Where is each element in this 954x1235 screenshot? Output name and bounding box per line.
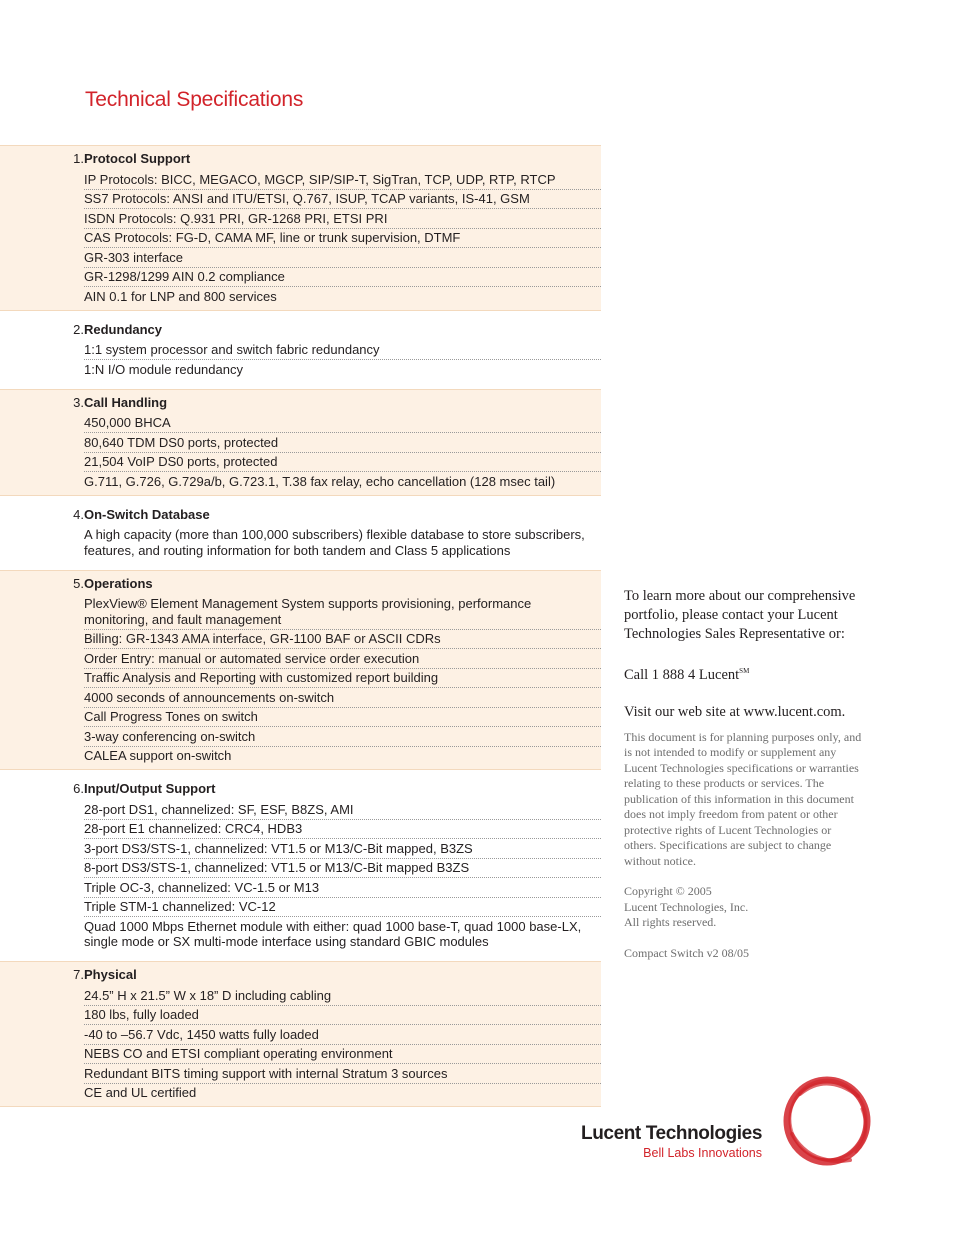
spec-section (0, 317, 601, 383)
spec-item: Redundant BITS timing support with internal Stratum 3 sources (84, 1064, 601, 1084)
lucent-logo-text (549, 1123, 762, 1161)
spec-item: 3-way conferencing on-switch (84, 727, 601, 747)
spec-item: ISDN Protocols: Q.931 PRI, GR-1268 PRI, ETSI PRI (84, 209, 601, 229)
spec-item: 180 lbs, fully loaded (84, 1006, 601, 1026)
spec-item: PlexView® Element Management System supports provisioning, performance monitoring, and fault management (84, 595, 601, 630)
spec-item: 1:1 system processor and switch fabric redundancy (84, 341, 601, 361)
spec-item: Quad 1000 Mbps Ethernet module with either: quad 1000 base-T, quad 1000 base-LX, single mode or SX multi-mode interface using standard GBIC modules (84, 918, 582, 949)
copyright-company: Lucent Technologies, Inc. (624, 899, 749, 914)
spec-item: 80,640 TDM DS0 ports, protected (84, 433, 601, 453)
section-number: 4. (73, 506, 84, 522)
lucent-ring-logo-icon (780, 1074, 876, 1170)
section-items (84, 341, 601, 379)
spec-section (0, 570, 601, 771)
spec-item: Triple OC-3, channelized: VC-1.5 or M13 (84, 878, 601, 898)
section-title: On-Switch Database (84, 506, 210, 522)
spec-item: Traffic Analysis and Reporting with customized report building (84, 669, 601, 689)
section-title: Protocol Support (84, 151, 191, 166)
spec-item: 21,504 VoIP DS0 ports, protected (84, 453, 601, 473)
section-items (84, 170, 601, 306)
spec-item: 1:N I/O module redundancy (84, 361, 243, 377)
spec-item: 3-port DS3/STS-1, channelized: VT1.5 or M13/C-Bit mapped, B3ZS (84, 839, 601, 859)
logo-tagline: Bell Labs Innovations (643, 1146, 762, 1160)
spec-item: Order Entry: manual or automated service order execution (84, 649, 601, 669)
section-title: Call Handling (84, 394, 168, 410)
spec-section (0, 389, 601, 496)
section-number: 6. (73, 781, 84, 796)
spec-item: 28-port DS1, channelized: SF, ESF, B8ZS, AMI (84, 800, 601, 820)
spec-section (0, 776, 601, 955)
spec-item: -40 to –56.7 Vdc, 1450 watts fully loaded (84, 1025, 601, 1045)
spec-item: 450,000 BHCA (84, 414, 601, 434)
section-number: 2. (73, 321, 84, 337)
section-title: Physical (84, 967, 137, 982)
spec-item: 4000 seconds of announcements on-switch (84, 688, 601, 708)
spec-item: CE and UL certified (84, 1085, 197, 1100)
spec-item: 24.5” H x 21.5” W x 18” D including cabling (84, 986, 601, 1006)
document-id: Compact Switch v2 08/05 (624, 945, 749, 960)
section-title: Operations (84, 575, 153, 591)
disclaimer-text: This document is for planning purposes only, and is not intended to modify or supplement any Lucent Technologies specifications or warranties relating to these products or services. The publication of this information in this document does not imply freedom from patent or other protective rights of Lucent Technologies or others. Specifications are subject to change without notice. (624, 729, 862, 868)
contact-phone (624, 662, 864, 685)
contact-sidebar (624, 587, 864, 976)
section-header (0, 781, 601, 800)
section-header (0, 151, 601, 170)
spec-list (0, 145, 601, 1107)
logo-company-name: Lucent Technologies (580, 1123, 762, 1144)
spec-item: IP Protocols: BICC, MEGACO, MGCP, SIP/SIP-T, SigTran, TCP, UDP, RTP, RTCP (84, 170, 601, 190)
copyright-block (624, 884, 864, 931)
section-number: 5. (73, 575, 84, 591)
phone-text: Call 1 888 4 Lucent (624, 666, 740, 683)
section-title: Redundancy (84, 321, 163, 337)
section-number: 3. (73, 394, 84, 410)
section-header (0, 507, 601, 526)
section-header (0, 322, 601, 341)
spec-item: 8-port DS3/STS-1, channelized: VT1.5 or M13/C-Bit mapped B3ZS (84, 859, 601, 879)
spec-item: AIN 0.1 for LNP and 800 services (84, 288, 277, 304)
spec-item: NEBS CO and ETSI compliant operating environment (84, 1045, 601, 1065)
section-header (0, 395, 601, 414)
contact-intro: To learn more about our comprehensive portfolio, please contact your Lucent Technologies Sales Representative or: (624, 588, 856, 642)
spec-item: Call Progress Tones on switch (84, 708, 601, 728)
spec-item: SS7 Protocols: ANSI and ITU/ETSI, Q.767, ISUP, TCAP variants, IS-41, GSM (84, 190, 601, 210)
spec-item: Triple STM-1 channelized: VC-12 (84, 898, 601, 918)
spec-section (0, 961, 601, 1107)
service-mark: SM (739, 667, 750, 675)
spec-item: Billing: GR-1343 AMA interface, GR-1100 BAF or ASCII CDRs (84, 630, 601, 650)
section-items (84, 526, 601, 560)
section-number: 7. (73, 967, 84, 982)
section-title: Input/Output Support (84, 781, 216, 796)
spec-section (0, 145, 601, 311)
section-items (84, 595, 601, 766)
page-title: Technical Specifications (85, 88, 304, 111)
contact-website: Visit our web site at www.lucent.com. (624, 703, 846, 720)
spec-item: A high capacity (more than 100,000 subscribers) flexible database to store subscribers, features, and routing information for both tandem and Class 5 applications (84, 527, 585, 558)
spec-item: CALEA support on-switch (84, 748, 232, 763)
spec-item: GR-1298/1299 AIN 0.2 compliance (84, 268, 601, 288)
section-items (84, 414, 601, 491)
spec-item: GR-303 interface (84, 248, 601, 268)
section-items (84, 800, 601, 951)
spec-item: G.711, G.726, G.729a/b, G.723.1, T.38 fax relay, echo cancellation (128 msec tail) (84, 473, 556, 489)
section-header (0, 967, 601, 986)
section-items (84, 986, 601, 1102)
section-number: 1. (73, 151, 84, 166)
spec-item: 28-port E1 channelized: CRC4, HDB3 (84, 820, 601, 840)
spec-section (0, 502, 601, 564)
spec-item: CAS Protocols: FG-D, CAMA MF, line or trunk supervision, DTMF (84, 229, 601, 249)
copyright-rights: All rights reserved. (624, 915, 717, 930)
copyright-line: Copyright © 2005 (624, 884, 712, 899)
section-header (0, 576, 601, 595)
